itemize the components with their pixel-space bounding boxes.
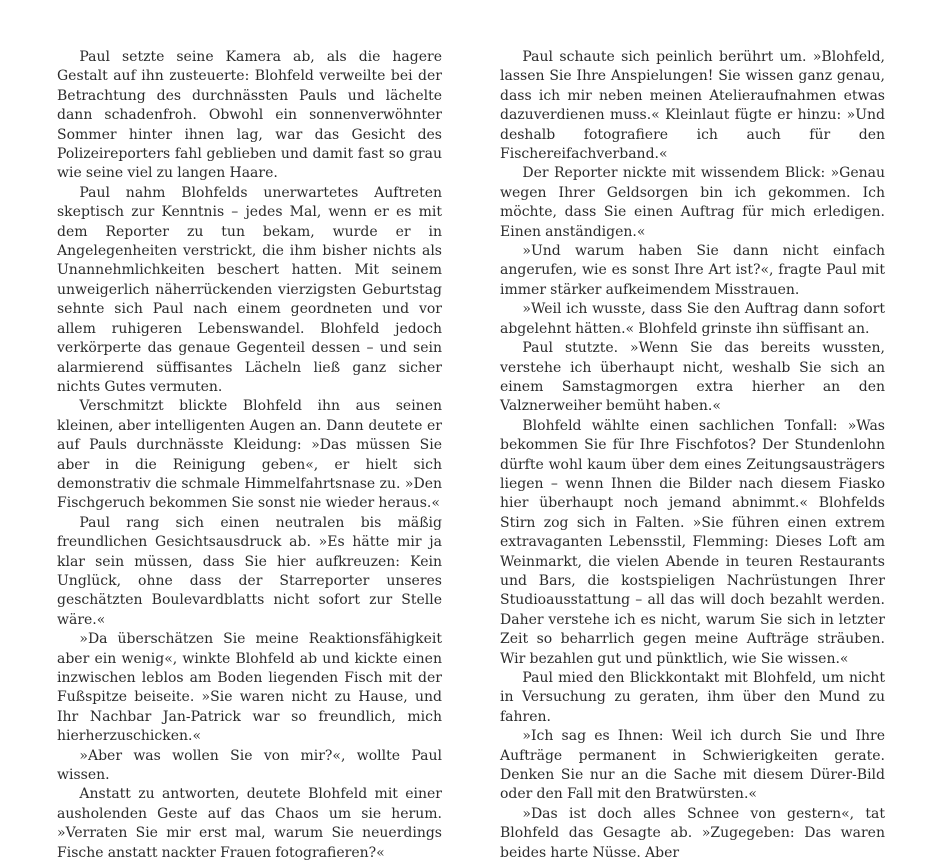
paragraph: Der Reporter nickte mit wissendem Blick: »Genau wegen Ihrer Geldsorgen bin ich gekommen. Ich möchte, dass Sie einen Auftrag für mich erledigen. Einen anständigen.« xyxy=(500,165,885,240)
paragraph: »Ich sag es Ihnen: Weil ich durch Sie und Ihre Aufträge permanent in Schwierigkeiten gerate. Denken Sie nur an die Sache mit diesem Dürer-Bild oder den Fall mit den Bratwürsten.« xyxy=(500,728,885,803)
paragraph: »Aber was wollen Sie von mir?«, wollte Paul wissen. xyxy=(57,747,442,784)
paragraph: »Das ist doch alles Schnee von gestern«, tat Blohfeld das Gesagte ab. »Zugegeben: Das waren beides harte Nüsse. Aber xyxy=(500,805,885,861)
paragraph: Paul nahm Blohfelds unerwartetes Auftreten skeptisch zur Kenntnis – jedes Mal, wenn er es mit dem Reporter zu tun bekam, wurde er in Angelegenheiten verstrickt, die ihm bisher nichts als Unannehmlichkeiten beschert hatten. Mit seinem unweigerlich näherrückenden vierzigsten Geburtstag sehnte sich Paul nach einem geordneten und vor allem ruhigeren Lebenswandel. Blohfeld jedoch verkörperte das genaue Gegenteil dessen – und sein alarmierend süffisantes Lächeln ließ ganz sicher nichts Gutes vermuten. xyxy=(57,184,442,395)
right-column xyxy=(500,48,885,861)
paragraph: Paul schaute sich peinlich berührt um. »Blohfeld, lassen Sie Ihre Anspielungen! Sie wissen ganz genau, dass ich mir neben meinen Atelieraufnahmen etwas dazuverdienen muss.« Kleinlaut fügte er hinzu: »Und deshalb fotografiere ich auch für den Fischereifachverband.« xyxy=(500,49,885,163)
paragraph: Paul rang sich einen neutralen bis mäßig freundlichen Gesichtsausdruck ab. »Es hätte mir ja klar sein müssen, dass Sie hier aufkreuzen: Kein Unglück, ohne dass der Starreporter unseres geschätzten Boulevardblatts nicht sofort zur Stelle wäre.« xyxy=(57,514,442,628)
paragraph: »Und warum haben Sie dann nicht einfach angerufen, wie es sonst Ihre Art ist?«, fragte Paul mit immer stärker aufkeimendem Misstrauen. xyxy=(500,243,885,298)
paragraph: »Weil ich wusste, dass Sie den Auftrag dann sofort abgelehnt hätten.« Blohfeld grinste ihn süffisant an. xyxy=(500,301,885,337)
paragraph: Paul mied den Blickkontakt mit Blohfeld, um nicht in Versuchung zu geraten, ihm über den Mund zu fahren. xyxy=(500,670,885,725)
paragraph: Blohfeld wählte einen sachlichen Tonfall: »Was bekommen Sie für Ihre Fischfotos? Der Stundenlohn dürfte wohl kaum über dem eines Zeitungsausträgers liegen – wenn Ihnen die Bilder nach diesem Fiasko hier überhaupt noch jemand abnimmt.« Blohfelds Stirn zog sich in Falten. »Sie führen einen extrem extravaganten Lebensstil, Flemming: Dieses Loft am Weinmarkt, die vielen Abende in teuren Restaurants und Bars, die kostspieligen Nachrüstungen Ihrer Studioausstattung – all das will doch bezahlt werden. Daher verstehe ich es nicht, warum Sie sich in letzter Zeit so beharrlich gegen meine Aufträge sträuben. Wir bezahlen gut und pünktlich, wie Sie wissen.« xyxy=(500,417,885,667)
paragraph: »Da überschätzen Sie meine Reaktionsfähigkeit aber ein wenig«, winkte Blohfeld ab und kickte einen inzwischen leblos am Boden liegenden Fisch mit der Fußspitze beiseite. »Sie waren nicht zu Hause, und Ihr Nachbar Jan-Patrick war so freundlich, mich hierherzuschicken.« xyxy=(57,631,442,745)
left-column xyxy=(57,48,442,861)
paragraph: Paul setzte seine Kamera ab, als die hagere Gestalt auf ihn zusteuerte: Blohfeld verweilte bei der Betrachtung des durchnässten Pauls und lächelte dann schadenfroh. Obwohl ein sonnenverwöhnter Sommer hinter ihnen lag, war das Gesicht des Polizeireporters fahl geblieben und damit fast so grau wie seine viel zu langen Haare. xyxy=(57,49,442,182)
paragraph: Paul stutzte. »Wenn Sie das bereits wussten, verstehe ich überhaupt nicht, weshalb Sie sich an einem Samstagmorgen extra hierher an den Valznerweiher bemüht haben.« xyxy=(500,340,885,415)
paragraph: Anstatt zu antworten, deutete Blohfeld mit einer ausholenden Geste auf das Chaos um sie herum. »Verraten Sie mir erst mal, warum Sie neuerdings Fische anstatt nackter Frauen fotografieren?« xyxy=(57,786,442,861)
paragraph: Verschmitzt blickte Blohfeld ihn aus seinen kleinen, aber intelligenten Augen an. Dann deutete er auf Pauls durchnässte Kleidung: »Das müssen Sie aber in die Reinigung geben«, er hielt sich demonstrativ die schmale Himmelfahrtsnase zu. »Den Fischgeruch bekommen Sie sonst nie wieder heraus.« xyxy=(57,398,442,512)
